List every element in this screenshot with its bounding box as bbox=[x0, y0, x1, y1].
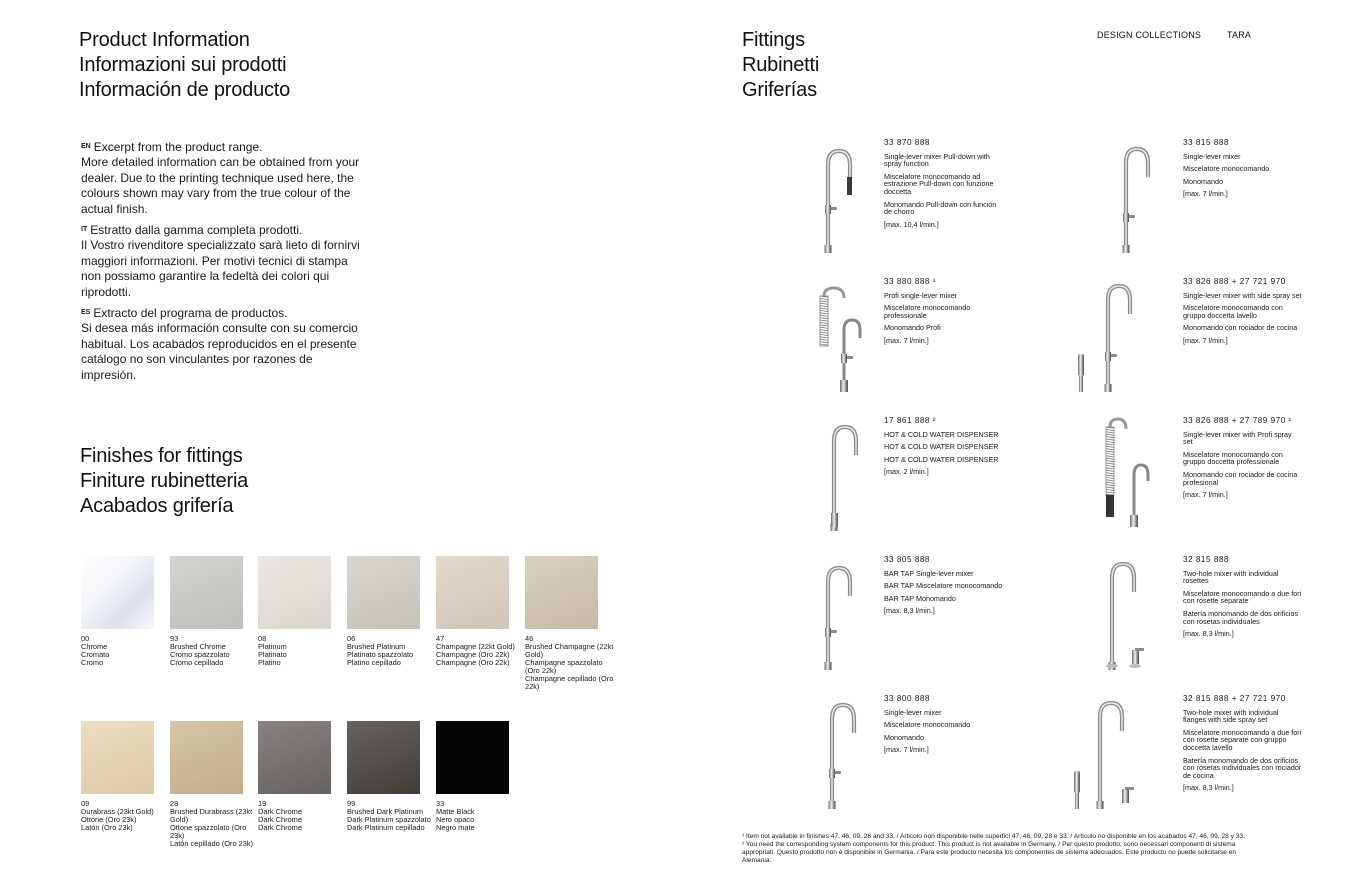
nav-series-tara[interactable]: TARA bbox=[1227, 30, 1252, 40]
finish-code: 00 bbox=[81, 634, 90, 643]
product-description: Miscelatore monocomando ad estrazione Pull-down con funzione doccetta bbox=[884, 171, 994, 196]
product-info bbox=[884, 278, 1002, 350]
faucet-side-spray-icon bbox=[1072, 276, 1142, 401]
product-info bbox=[884, 556, 1009, 620]
product-description: Monomando Profi bbox=[884, 323, 941, 333]
finish-swatch-06 bbox=[347, 556, 420, 629]
product-flow-rate: [max. 7 l/min.] bbox=[1183, 335, 1228, 345]
product-description: Monomando con rociador de cocina profesional bbox=[1183, 469, 1298, 487]
finish-label bbox=[436, 800, 526, 832]
product-code: 17 861 888 ² bbox=[884, 416, 936, 425]
fittings-title bbox=[742, 28, 819, 103]
finish-code: 28 bbox=[170, 799, 179, 808]
finish-label bbox=[258, 800, 348, 832]
product-description: Monomando bbox=[1183, 176, 1223, 186]
finish-name: Brushed Dark Platinum bbox=[347, 807, 423, 816]
product-description: HOT & COLD WATER DISPENSER bbox=[884, 429, 999, 439]
finish-name: Brushed Champagne (22kt Gold) bbox=[525, 642, 614, 659]
finish-code: 46 bbox=[525, 634, 534, 643]
product-description: Monomando Pull-down con función de chorro bbox=[884, 199, 997, 217]
finish-swatch-99 bbox=[347, 721, 420, 794]
product-description: Single-lever mixer with side spray set bbox=[1183, 290, 1302, 300]
finish-name: Cromato bbox=[81, 650, 110, 659]
finish-code: 08 bbox=[258, 634, 267, 643]
product-description: Miscelatore monocomando a due fori con rosette separate bbox=[1183, 588, 1302, 606]
intro-es: $^{ES}$ Extracto del programa de productos. Si desea más información consulte con su comercio habitual. Los acabados reproducidos en el presente catálogo no son vinculantes por razones de impresión. bbox=[81, 306, 358, 382]
product-info bbox=[1183, 278, 1303, 350]
product-info bbox=[884, 695, 1002, 759]
title-es: Información de producto bbox=[79, 79, 291, 101]
product-info bbox=[1183, 695, 1303, 797]
finish-name: Champagne (Oro 22k) bbox=[436, 658, 510, 667]
two-hole-mixer-icon bbox=[1092, 554, 1162, 679]
finish-name: Platino cepillado bbox=[347, 658, 401, 667]
finish-code: 33 bbox=[436, 799, 445, 808]
finish-label bbox=[170, 800, 260, 848]
finish-name: Cromo cepillado bbox=[170, 658, 224, 667]
finish-name: Nero opaco bbox=[436, 815, 475, 824]
single-lever-faucet-icon bbox=[1100, 137, 1170, 262]
finish-name: Platinato bbox=[258, 650, 287, 659]
finish-label bbox=[525, 635, 615, 691]
finish-name: Champagne spazzolato (Oro 22k) bbox=[525, 658, 603, 675]
product-flow-rate: [max. 10,4 l/min.] bbox=[884, 219, 939, 229]
finish-name: Brushed Platinum bbox=[347, 642, 406, 651]
faucet-profi-spray-icon bbox=[1088, 415, 1158, 540]
finish-code: 09 bbox=[81, 799, 90, 808]
product-description: Single-lever mixer with Profi spray set bbox=[1183, 429, 1292, 447]
product-code: 33 815 888 bbox=[1183, 138, 1229, 147]
product-description: HOT & COLD WATER DISPENSER bbox=[884, 454, 999, 464]
finish-name: Dark Chrome bbox=[258, 823, 302, 832]
footnotes bbox=[742, 833, 1262, 865]
finish-code: 19 bbox=[258, 799, 267, 808]
finish-name: Durabrass (23kt Gold) bbox=[81, 807, 154, 816]
product-info bbox=[1183, 556, 1303, 643]
footnote-2: ² You need the corresponding system components for this product. This product is not available in Germany. / Per questo prodotto, sono necessari componenti di sistema appropriati. Questo prodotto non è disponibile in Germania. / Para este producto necesita los componentes de sistema adecuados. Este producto no puede solicitarse en Alemania. bbox=[742, 841, 1237, 864]
finish-name: Ottone spazzolato (Oro 23k) bbox=[170, 823, 247, 840]
finishes-title-en: Finishes for fittings bbox=[80, 445, 243, 467]
finish-name: Negro mate bbox=[436, 823, 475, 832]
finish-swatch-93 bbox=[170, 556, 243, 629]
finish-name: Latón cepillado (Oro 23k) bbox=[170, 839, 253, 848]
finish-name: Champagne (22kt Gold) bbox=[436, 642, 515, 651]
product-code: 32 815 888 + 27 721 970 bbox=[1183, 694, 1286, 703]
finish-name: Dark Platinum spazzolato bbox=[347, 815, 431, 824]
product-flow-rate: [max. 7 l/min.] bbox=[1183, 490, 1228, 500]
footnote-1: ¹ Item not available in finishes 47, 46, 09, 28 and 33. / Articolo non disponibile nelle superfici 47, 46, 09, 28 e 33. / Artículo no disponible en los acabados 47, 46, 09, 28 y 33. bbox=[742, 833, 1245, 840]
finish-code: 93 bbox=[170, 634, 179, 643]
product-description: Miscelatore monocomando professionale bbox=[884, 303, 971, 320]
finish-label bbox=[347, 800, 437, 832]
product-description: Monomando con rociador de cocina bbox=[1183, 323, 1298, 333]
intro-text bbox=[81, 139, 371, 388]
bar-tap-icon bbox=[806, 554, 876, 679]
product-info-title bbox=[79, 28, 290, 103]
finish-label bbox=[81, 800, 171, 832]
finish-name: Brushed Durabrass (23kt Gold) bbox=[170, 807, 253, 824]
title-it: Informazioni sui prodotti bbox=[79, 54, 287, 76]
product-flow-rate: [max. 7 l/min.] bbox=[884, 745, 929, 755]
fittings-title-en: Fittings bbox=[742, 29, 805, 51]
finish-swatch-28 bbox=[170, 721, 243, 794]
product-description: Miscelatore monocomando a due fori con rosette separate con gruppo doccetta lavello bbox=[1183, 727, 1302, 752]
finish-name: Cromo bbox=[81, 658, 104, 667]
finish-name: Matte Black bbox=[436, 807, 475, 816]
finish-name: Platinum bbox=[258, 642, 287, 651]
finish-name: Brushed Chrome bbox=[170, 642, 226, 651]
profi-faucet-icon bbox=[806, 280, 876, 405]
product-description: Batería monomando de dos orificios con rosetas individuales con rociador de cocina bbox=[1183, 755, 1302, 780]
product-description: BAR TAP Miscelatore monocomando bbox=[884, 581, 1003, 591]
product-code: 33 800 888 bbox=[884, 694, 930, 703]
water-dispenser-icon bbox=[806, 415, 876, 540]
product-code: 32 815 888 bbox=[1183, 555, 1229, 564]
product-description: HOT & COLD WATER DISPENSER bbox=[884, 442, 999, 452]
intro-en: $^{EN}$ Excerpt from the product range. More detailed information can be obtained from your dealer. Due to the printing technique used here, the colours shown may vary from the true colour of the actual finish. bbox=[81, 140, 360, 216]
product-flow-rate: [max. 8,3 l/min.] bbox=[884, 606, 935, 616]
product-description: Miscelatore monocomando con gruppo doccetta lavello bbox=[1183, 303, 1283, 320]
product-info bbox=[884, 139, 1002, 233]
fittings-title-it: Rubinetti bbox=[742, 54, 820, 76]
title-en: Product Information bbox=[79, 29, 250, 51]
product-description: Miscelatore monocomando bbox=[884, 720, 971, 730]
intro-it: $^{IT}$ Estratto dalla gamma completa prodotti. Il Vostro rivenditore specializzato sarà lieto di fornirvi maggiori informazioni. Per motivi tecnici di stampa non possiamo garantire la fedeltà dei colori qui riprodotti. bbox=[81, 223, 360, 299]
product-flow-rate: [max. 8,3 l/min.] bbox=[1183, 783, 1234, 793]
nav-design-collections[interactable]: DESIGN COLLECTIONS bbox=[1097, 30, 1202, 40]
finish-label bbox=[347, 635, 437, 667]
finishes-title-es: Acabados grifería bbox=[80, 495, 234, 517]
pull-down-faucet-icon bbox=[806, 137, 876, 262]
finish-swatch-47 bbox=[436, 556, 509, 629]
finish-swatch-19 bbox=[258, 721, 331, 794]
product-flow-rate: [max. 7 l/min.] bbox=[884, 335, 929, 345]
finish-name: Champagne cepillado (Oro 22k) bbox=[525, 674, 614, 691]
finish-label bbox=[436, 635, 526, 667]
finish-name: Platino bbox=[258, 658, 281, 667]
product-flow-rate: [max. 8,3 l/min.] bbox=[1183, 629, 1234, 639]
product-description: Two-hole mixer with individual rosettes bbox=[1183, 568, 1279, 586]
two-hole-side-spray-icon bbox=[1070, 693, 1140, 818]
product-info bbox=[884, 417, 1002, 481]
product-description: Miscelatore monocomando con gruppo doccetta professionale bbox=[1183, 449, 1283, 467]
fittings-title-es: Griferías bbox=[742, 79, 817, 101]
product-description: Miscelatore monocomando bbox=[1183, 164, 1270, 174]
finishes-title bbox=[80, 444, 248, 519]
finish-code: 47 bbox=[436, 634, 445, 643]
finish-name: Chrome bbox=[81, 642, 108, 651]
finish-swatch-46 bbox=[525, 556, 598, 629]
product-description: Single-lever mixer bbox=[884, 707, 942, 717]
finish-swatch-08 bbox=[258, 556, 331, 629]
finish-name: Cromo spazzolato bbox=[170, 650, 230, 659]
finish-name: Ottone (Oro 23k) bbox=[81, 815, 137, 824]
finish-code: 99 bbox=[347, 799, 356, 808]
finish-swatch-00 bbox=[81, 556, 154, 629]
finish-swatch-09 bbox=[81, 721, 154, 794]
product-code: 33 880 888 ¹ bbox=[884, 277, 936, 286]
finish-label bbox=[258, 635, 348, 667]
product-info bbox=[1183, 139, 1303, 203]
product-description: Single-lever mixer Pull-down with spray function bbox=[884, 151, 990, 169]
finishes-title-it: Finiture rubinetteria bbox=[80, 470, 249, 492]
finish-name: Dark Platinum cepillado bbox=[347, 823, 425, 832]
finish-name: Champagne (Oro 22k) bbox=[436, 650, 510, 659]
product-description: BAR TAP Single-lever mixer bbox=[884, 568, 974, 578]
finish-name: Platinato spazzolato bbox=[347, 650, 414, 659]
product-code: 33 805 888 bbox=[884, 555, 930, 564]
single-lever-faucet-icon bbox=[806, 693, 876, 818]
product-description: Monomando bbox=[884, 732, 924, 742]
finish-code: 06 bbox=[347, 634, 356, 643]
product-code: 33 870 888 bbox=[884, 138, 930, 147]
product-code: 33 826 888 + 27 789 970 ¹ bbox=[1183, 416, 1292, 425]
product-flow-rate: [max. 2 l/min.] bbox=[884, 467, 929, 477]
product-description: Two-hole mixer with individual flanges with side spray set bbox=[1183, 707, 1279, 725]
product-description: Single-lever mixer bbox=[1183, 151, 1241, 161]
finish-name: Latón (Oro 23k) bbox=[81, 823, 133, 832]
product-info bbox=[1183, 417, 1303, 504]
product-description: Batería monomando de dos orificios con rosetas individuales bbox=[1183, 608, 1299, 626]
finish-label bbox=[81, 635, 171, 667]
product-description: BAR TAP Monomando bbox=[884, 593, 956, 603]
product-code: 33 826 888 + 27 721 970 bbox=[1183, 277, 1286, 286]
product-description: Profi single-lever mixer bbox=[884, 290, 958, 300]
finish-label bbox=[170, 635, 260, 667]
finish-name: Dark Chrome bbox=[258, 815, 302, 824]
finish-swatch-33 bbox=[436, 721, 509, 794]
product-flow-rate: [max. 7 l/min.] bbox=[1183, 189, 1228, 199]
finish-name: Dark Chrome bbox=[258, 807, 302, 816]
